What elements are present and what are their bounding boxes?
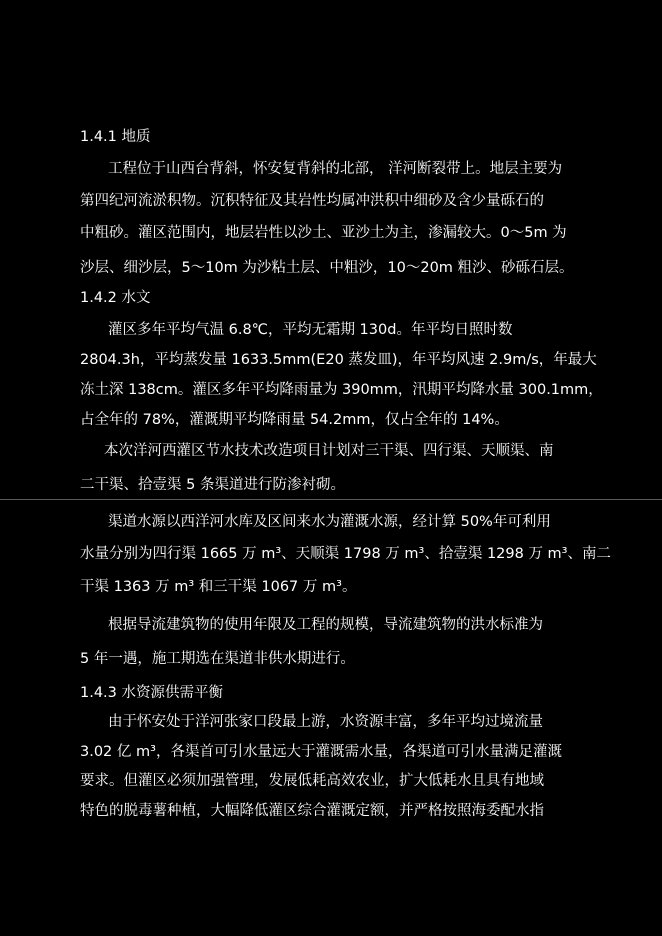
paragraph-line: 占全年的 78%，灌溉期平均降雨量 54.2mm，仅占全年的 14%。 [80, 412, 509, 428]
paragraph-line: 3.02 亿 m³，各渠首可引水量远大于灌溉需水量，各渠道可引水量满足灌溉 [80, 744, 562, 760]
paragraph-line: 水量分别为四行渠 1665 万 m³、天顺渠 1798 万 m³、拾壹渠 1298 万 m³、南二 [80, 546, 611, 562]
paragraph-line: 灌区多年平均气温 6.8℃，平均无霜期 130d。年平均日照时数 [108, 322, 513, 338]
page-divider [0, 499, 662, 500]
paragraph-line: 干渠 1363 万 m³ 和三干渠 1067 万 m³。 [80, 579, 357, 595]
paragraph-line: 沙层、细沙层，5～10m 为沙粘土层、中粗沙，10～20m 粗沙、砂砾石层。 [80, 260, 574, 276]
heading-water-balance: 1.4.3 水资源供需平衡 [80, 685, 224, 701]
paragraph-line: 5 年一遇，施工期选在渠道非供水期进行。 [80, 651, 355, 667]
paragraph-line: 要求。但灌区必须加强管理，发展低耗高效农业，扩大低耗水且具有地域 [80, 773, 544, 789]
paragraph-line: 冻土深 138cm。灌区多年平均降雨量为 390mm，汛期平均降水量 300.1mm， [80, 382, 603, 398]
paragraph-line: 根据导流建筑物的使用年限及工程的规模，导流建筑物的洪水标准为 [108, 617, 543, 633]
paragraph-line: 由于怀安处于洋河张家口段最上游，水资源丰富，多年平均过境流量 [108, 714, 543, 730]
paragraph-line: 2804.3h，平均蒸发量 1633.5mm(E20 蒸发皿)，年平均风速 2.9m/s，年最大 [80, 352, 597, 368]
paragraph-line: 中粗砂。灌区范围内，地层岩性以沙土、亚沙土为主，渗漏较大。0～5m 为 [80, 225, 567, 241]
paragraph-line: 本次洋河西灌区节水技术改造项目计划对三干渠、四行渠、天顺渠、南 [104, 443, 554, 459]
paragraph-line: 渠道水源以西洋河水库及区间来水为灌溉水源，经计算 50%年可利用 [108, 514, 551, 530]
paragraph-line: 特色的脱毒薯种植，大幅降低灌区综合灌溉定额，并严格按照海委配水指 [80, 803, 544, 819]
heading-geology: 1.4.1 地质 [80, 129, 151, 145]
heading-hydrology: 1.4.2 水文 [80, 290, 151, 306]
paragraph-line: 第四纪河流淤积物。沉积特征及其岩性均属冲洪积中细砂及含少量砾石的 [80, 193, 544, 209]
paragraph-line: 二干渠、拾壹渠 5 条渠道进行防渗衬砌。 [80, 477, 345, 493]
paragraph-line: 工程位于山西台背斜，怀安复背斜的北部， 洋河断裂带上。地层主要为 [108, 161, 563, 177]
